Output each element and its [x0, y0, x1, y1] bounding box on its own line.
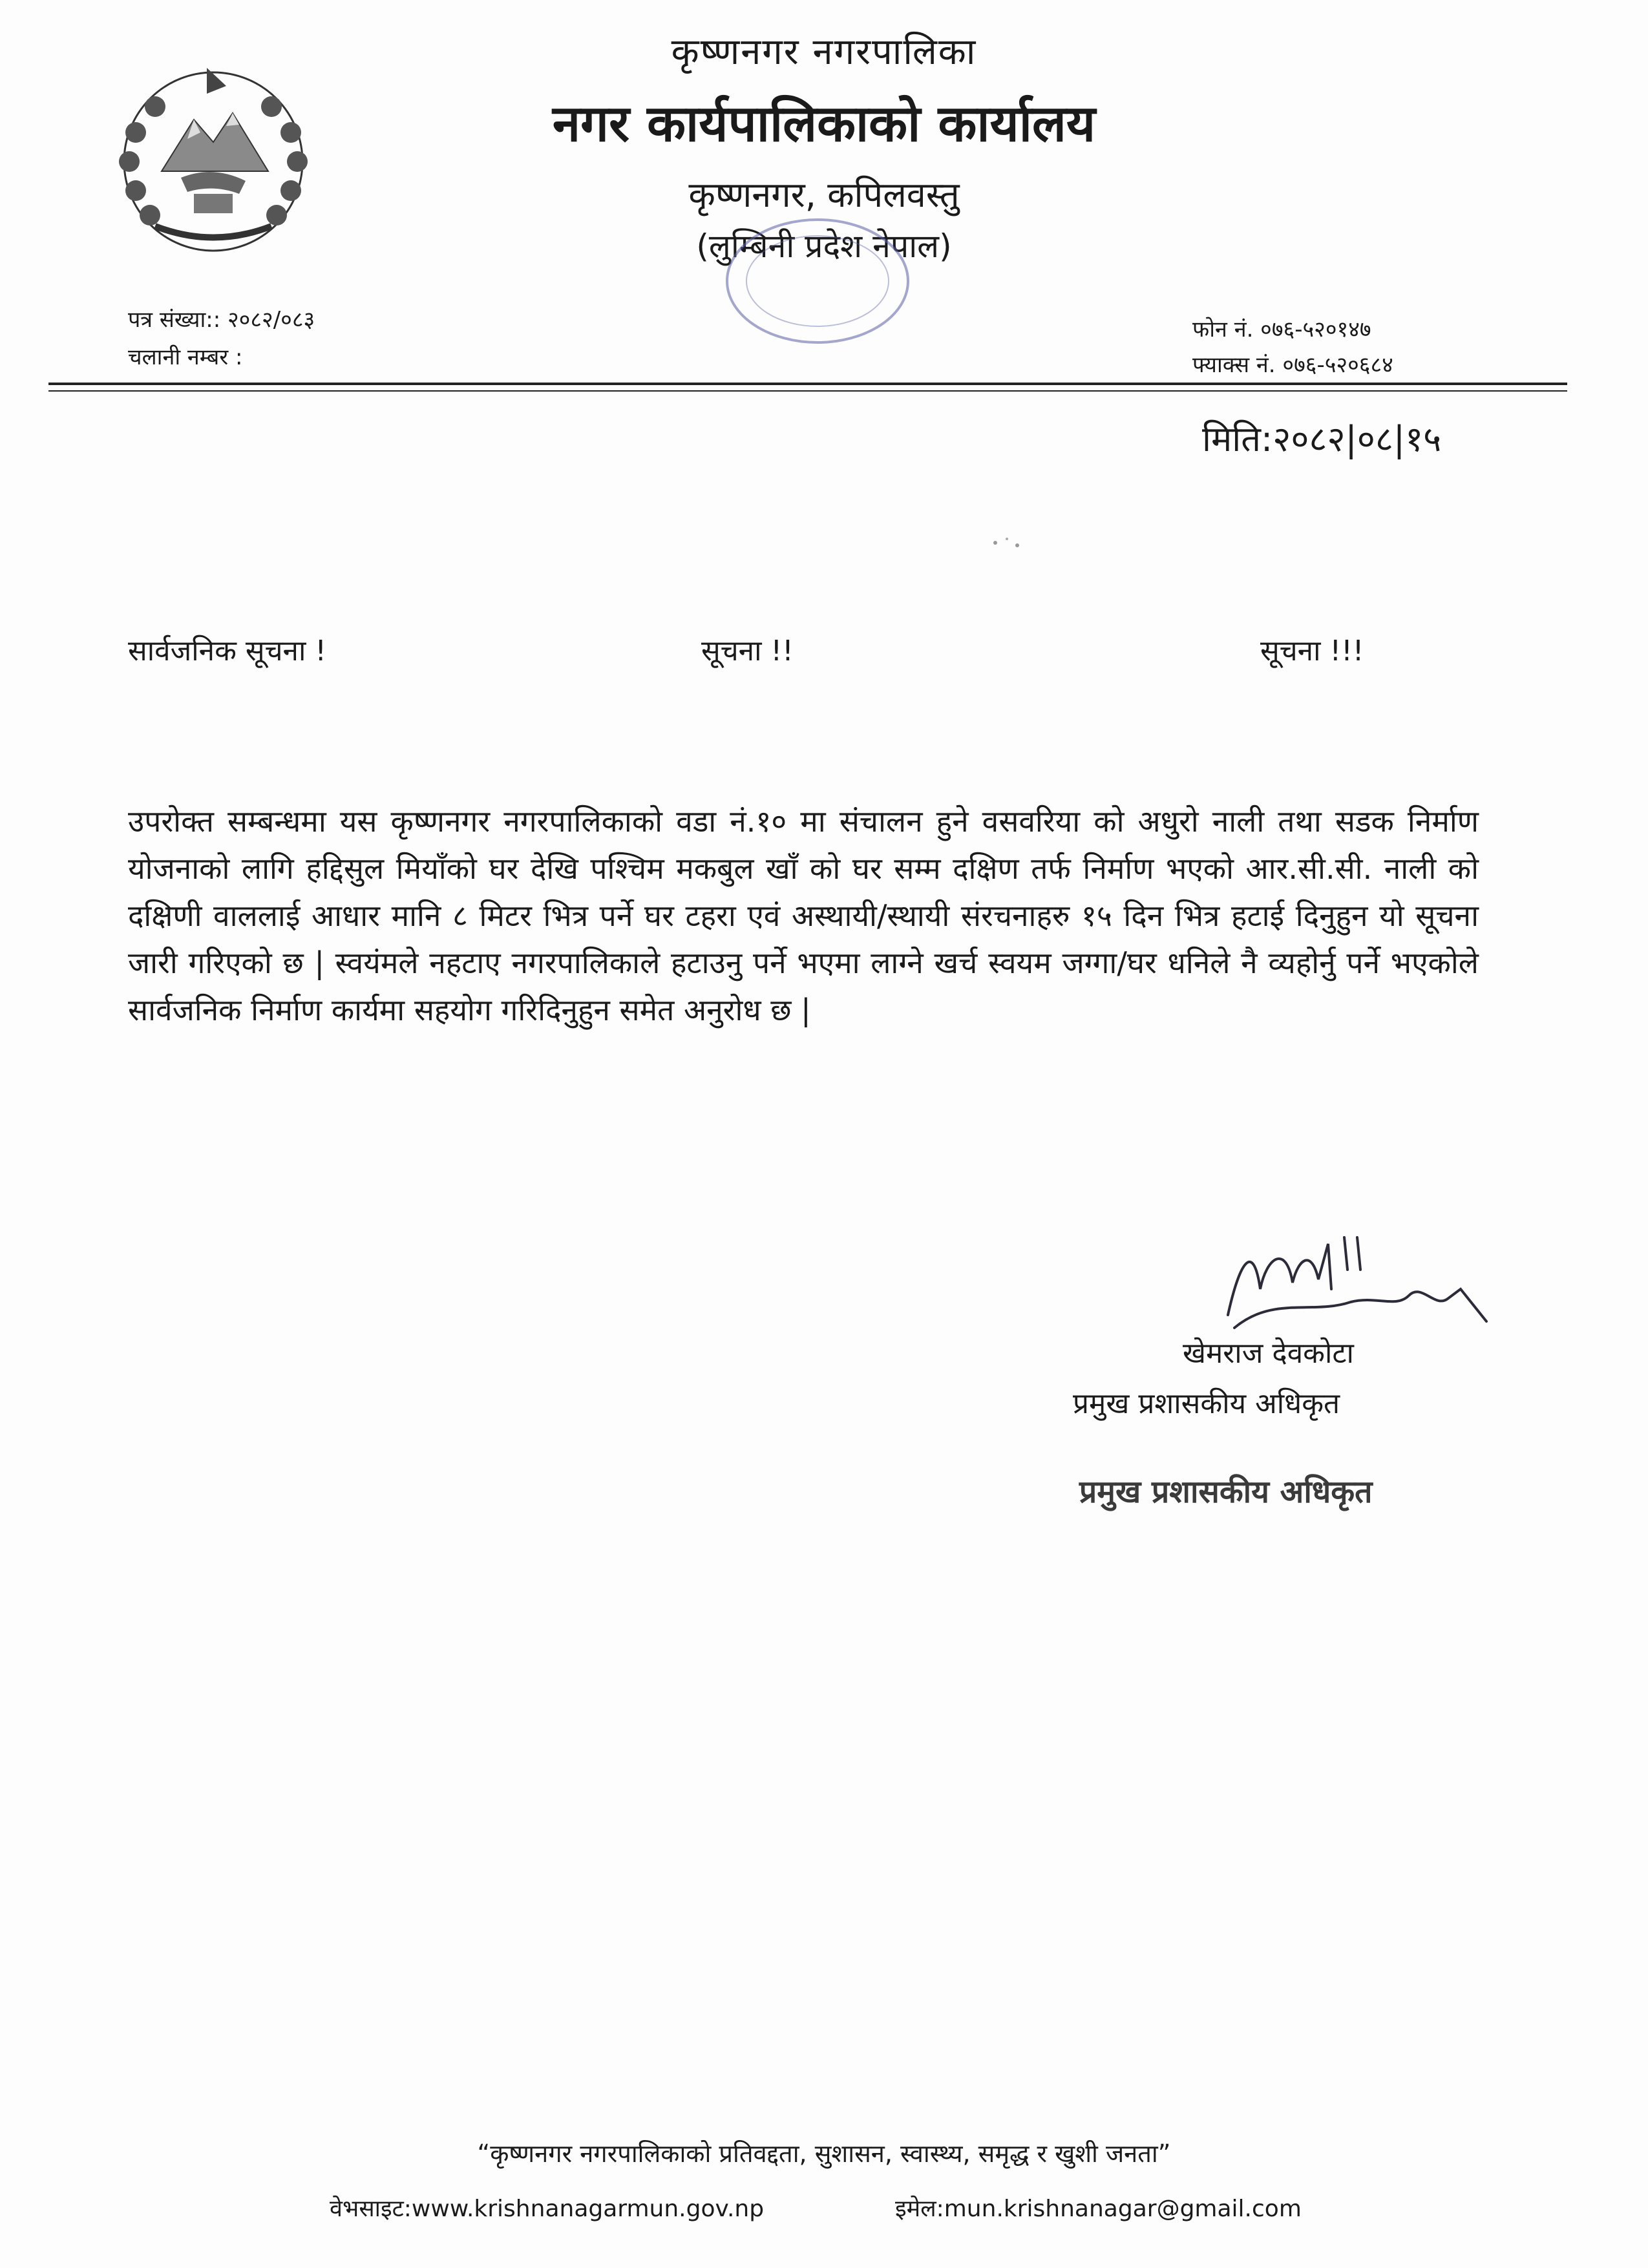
- office-stamp: [717, 213, 918, 349]
- office-province: (लुम्बिनी प्रदेश नेपाल): [696, 227, 952, 265]
- phone-number: फोन नं. ०७६-५२०१४७: [1192, 317, 1371, 342]
- notice-heading-second: सूचना !!: [701, 635, 794, 667]
- notice-body: उपरोक्त सम्बन्धमा यस कृष्णनगर नगरपालिकाको वडा नं.१० मा संचालन हुने वसवरिया को अधुरो नाली तथा सडक निर्माण योजनाको लागि हद्दिसुल मियाँको घर देखि पश्चिम मकबुल खाँ को घर सम्म दक्षिण तर्फ निर्माण भएको आर.सी.सी. नाली को दक्षिणी वाललाई आधार मानि ८ मिटर भित्र पर्ने घर टहरा एवं अस्थायी/स्थायी संरचनाहरु १५ दिन भित्र हटाई दिनुहुन यो सूचना जारी गरिएको छ | स्वयंमले नहटाए नगरपालिकाले हटाउनु पर्ने भएमा लाग्ने खर्च स्वयम जग्गा/घर धनिले नै व्यहोर्नु पर्ने भएकोले सार्वजनिक निर्माण कार्यमा सहयोग गरिदिनुहुन समेत अनुरोध छ |: [128, 804, 1479, 1027]
- office-address: कृष्णनगर, कपिलवस्तु: [688, 174, 960, 215]
- notice-heading-third: सूचना !!!: [1260, 635, 1364, 667]
- reference-number: पत्र संख्या:: २०८२/०८३: [128, 307, 315, 333]
- municipality-name: कृष्णनगर नगरपालिका: [671, 31, 977, 73]
- signatory-seal-title: प्रमुख प्रशासकीय अधिकृत: [1079, 1474, 1373, 1510]
- letter-date: मिति:२०८२|०८|१५: [1202, 419, 1442, 459]
- footer-website[interactable]: वेभसाइट:www.krishnanagarmun.gov.np: [330, 2196, 765, 2222]
- scan-specks: [989, 530, 1028, 556]
- header-rule: [48, 383, 1567, 385]
- handwritten-signature: [1215, 1218, 1499, 1347]
- signatory-title: प्रमुख प्रशासकीय अधिकृत: [1073, 1387, 1340, 1420]
- footer-motto: “कृष्णनगर नगरपालिकाको प्रतिवद्दता, सुशासन, स्वास्थ्य, समृद्ध र खुशी जनता”: [477, 2139, 1171, 2168]
- notice-heading-public: सार्वजनिक सूचना !: [128, 635, 326, 667]
- dispatch-number: चलानी नम्बर :: [128, 344, 243, 370]
- footer-email[interactable]: इमेल:mun.krishnanagar@gmail.com: [895, 2196, 1302, 2222]
- signatory-name: खेमराज देवकोटा: [1183, 1337, 1354, 1370]
- office-title: नगर कार्यपालिकाको कार्यालय: [552, 95, 1096, 153]
- fax-number: फ्याक्स नं. ०७६-५२०६८४: [1192, 352, 1393, 378]
- header-rule-thin: [48, 390, 1567, 392]
